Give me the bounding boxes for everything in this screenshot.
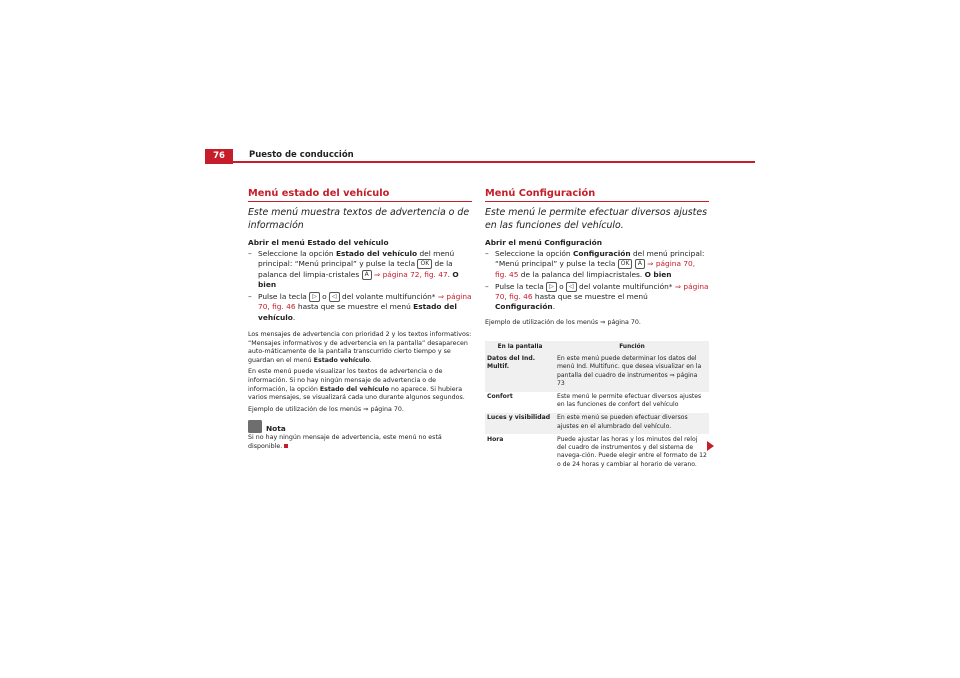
table-cell: Hora <box>487 435 504 443</box>
paragraph-example: Ejemplo de utilización de los menús ⇒ página 70. <box>248 405 404 413</box>
note-box <box>248 420 472 451</box>
paragraph-example: Ejemplo de utilización de los menús ⇒ página 70. <box>485 318 641 326</box>
page-reference-link[interactable]: ⇒ página 70, fig. 46 <box>495 281 709 302</box>
page-reference-link[interactable]: ⇒ página 72, fig. 47 <box>374 269 448 279</box>
column-header: Función <box>555 341 709 353</box>
table-cell: Luces y visibilidad <box>485 413 555 434</box>
a-key-icon: A <box>635 259 645 269</box>
left-arrow-key-icon: ◁ <box>566 282 577 292</box>
note-text: Si no hay ningún mensaje de advertencia, este menú no está disponible. <box>248 434 442 451</box>
table-row <box>485 434 709 472</box>
procedure-heading: Abrir el menú Configuración <box>485 238 603 247</box>
step-2: – Pulse la tecla ▷ o ◁ del volante multifunción* ⇒ página 70, fig. 46 hasta que se muestre el menú Configuración. <box>485 281 709 312</box>
column-header: En la pantalla <box>485 341 555 353</box>
page-number: 76 <box>205 149 233 164</box>
table-row <box>485 353 709 391</box>
note-label: Nota <box>266 424 286 434</box>
table-row <box>485 413 709 434</box>
table-cell: En este menú puede determinar los datos del menú Ind. Multifunc. que desea visualizar en la pantalla del cuadro de instrumentos ⇒ página 73 <box>555 353 709 391</box>
step-2: – Pulse la tecla ▷ o ◁ del volante multifunción* ⇒ página 70, fig. 46 hasta que se muestre el menú Estado del vehículo. <box>248 292 472 322</box>
ok-key-icon: OK <box>417 259 432 269</box>
left-arrow-key-icon: ◁ <box>329 292 340 302</box>
right-column <box>485 188 709 472</box>
table-row <box>485 392 709 413</box>
procedure-heading: Abrir el menú Estado del vehículo <box>248 238 389 247</box>
a-key-icon: A <box>362 270 372 280</box>
section-title-configuracion: Menú Configuración <box>485 188 596 199</box>
ok-key-icon: OK <box>618 259 633 269</box>
table-cell: Este menú le permite efectuar diversos ajustes en las funciones de confort del vehículo <box>557 393 702 409</box>
function-table <box>485 341 709 472</box>
section-rule <box>485 201 709 202</box>
header-rule <box>205 161 755 163</box>
right-arrow-key-icon: ▷ <box>309 292 320 302</box>
table-cell: Datos del Ind. Multif. <box>485 353 555 391</box>
section-title-estado: Menú estado del vehículo <box>248 188 390 199</box>
section-subtitle: Este menú le permite efectuar diversos ajustes en las funciones del vehículo. <box>485 207 707 231</box>
section-rule <box>248 201 472 202</box>
page-reference-link[interactable]: ⇒ página 70, fig. 46 <box>258 292 472 312</box>
step-1: – Seleccione la opción Estado del vehículo del menú principal: “Menú principal” y pulse la tecla OK de la palanca del limpia-cristales A ⇒ página 72, fig. 47. O bien <box>248 249 459 289</box>
section-subtitle: Este menú muestra textos de advertencia o de información <box>248 207 470 231</box>
step-1: – Seleccione la opción Configuración del menú principal: “Menú principal” y pulse la tecla OK A ⇒ página 70, fig. 45 de la palanca del limpiacristales. O bien <box>485 249 705 279</box>
end-square-icon <box>284 444 288 448</box>
paragraph-info-2: En este menú puede visualizar los textos de advertencia o de información. Si no hay ningún mensaje de advertencia o de información, la opción Estado del vehículo no aparece. Si hubiera varios mensajes, se visualizará cada uno durante algunos segundos. <box>248 368 465 402</box>
table-header-row <box>485 341 709 353</box>
table-cell: Confort <box>487 393 513 400</box>
continue-arrow-icon <box>707 441 714 451</box>
chapter-title: Puesto de conducción <box>249 150 354 160</box>
table-cell: Puede ajustar las horas y los minutos del reloj del cuadro de instrumentos y del sistema de navega-ción. Puede elegir entre el formato de 12 o de 24 horas y cambiar al horario de verano. <box>557 435 707 468</box>
page-reference-link[interactable]: ⇒ página 70, fig. 45 <box>495 259 696 279</box>
table-cell: En este menú se pueden efectuar diversos ajustes en el alumbrado del vehículo. <box>555 413 709 434</box>
left-column <box>248 188 472 455</box>
paragraph-info-1: Los mensajes de advertencia con prioridad 2 y los textos informativos: “Mensajes informativos y de advertencia en la pantalla” desaparecen auto-máticamente de la pantalla transcurrido cierto tiempo y se guardan en el menú Estado vehículo. <box>248 331 472 364</box>
right-arrow-key-icon: ▷ <box>546 282 557 292</box>
note-icon <box>248 420 262 433</box>
